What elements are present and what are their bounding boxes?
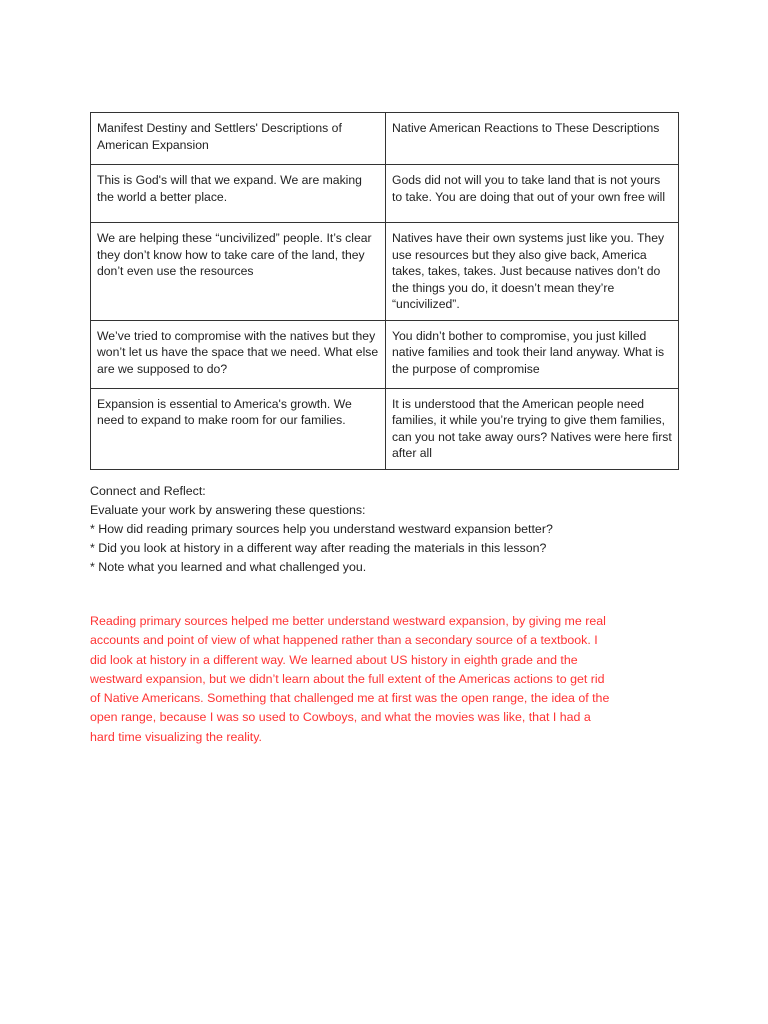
answer-line: hard time visualizing the reality. — [90, 729, 262, 744]
answer-line: of Native Americans. Something that challenged me at first was the open range, the idea of the — [90, 691, 610, 706]
answer-line: Reading primary sources helped me better understand westward expansion, by giving me real — [90, 614, 606, 628]
native-cell: You didn’t bother to compromise, you just killed native families and took their land anyway. What is the purpose of compromise — [386, 320, 679, 388]
header-settlers-descriptions: Manifest Destiny and Settlers' Descriptions of American Expansion — [91, 113, 386, 165]
comparison-table — [90, 112, 679, 470]
table-row — [91, 388, 679, 469]
native-cell: Gods did not will you to take land that is not yours to take. You are doing that out of your own free will — [386, 165, 679, 223]
reflect-question: * How did reading primary sources help you understand westward expansion better? — [90, 522, 553, 536]
reflect-instruction: Evaluate your work by answering these questions: — [90, 503, 366, 517]
reflect-question: * Did you look at history in a different way after reading the materials in this lesson? — [90, 541, 547, 555]
header-native-reactions: Native American Reactions to These Descriptions — [386, 113, 679, 165]
table-row — [91, 165, 679, 223]
settler-cell: We’ve tried to compromise with the natives but they won’t let us have the space that we need. What else are we supposed to do? — [91, 320, 386, 388]
native-cell: It is understood that the American people need families, it while you’re trying to give them families, can you not take away ours? Natives were here first after all — [386, 388, 679, 469]
reflect-heading: Connect and Reflect: — [90, 484, 206, 498]
table-row — [91, 320, 679, 388]
answer-line: westward expansion, but we didn’t learn about the full extent of the Americas actions to get rid — [90, 671, 605, 686]
answer-line: open range, because I was so used to Cowboys, and what the movies was like, that I had a — [90, 710, 591, 725]
student-answer — [90, 612, 680, 747]
settler-cell: We are helping these “uncivilized” people. It’s clear they don’t know how to take care of the land, they don’t even use the resources — [91, 223, 386, 321]
table-row — [91, 223, 679, 321]
table-header-row — [91, 113, 679, 165]
settler-cell: This is God's will that we expand. We are making the world a better place. — [91, 165, 386, 223]
answer-line: accounts and point of view of what happened rather than a secondary source of a textbook. I — [90, 633, 598, 648]
answer-line: did look at history in a different way. We learned about US history in eighth grade and the — [90, 652, 578, 667]
connect-and-reflect-section — [90, 482, 690, 577]
settler-cell: Expansion is essential to America's growth. We need to expand to make room for our families. — [91, 388, 386, 469]
reflect-question: * Note what you learned and what challenged you. — [90, 560, 367, 574]
native-cell: Natives have their own systems just like you. They use resources but they also give back, America takes, takes, takes. Just because natives don’t do the things you do, it doesn’t mean they’re “uncivilized”. — [386, 223, 679, 321]
